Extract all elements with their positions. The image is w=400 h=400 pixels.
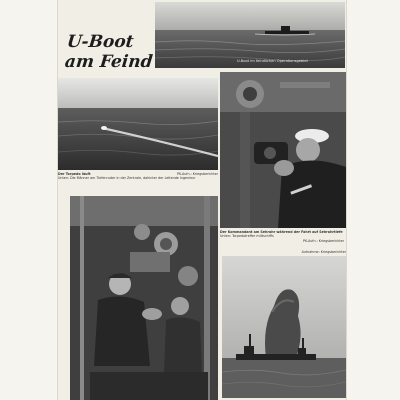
hit-credit: Aufnahme: Kriegsberichter: [301, 250, 346, 254]
photo-control-room: [70, 196, 218, 400]
commander-caption-lead: Der Kommandant am Sehrohr während der Fahrt auf Sehrohrtiefe: [220, 230, 343, 234]
title-line-1: U-Boot: [66, 32, 135, 52]
commander-credit: PK-Aufn.: Kriegsberichter: [303, 238, 344, 243]
photo-commander-periscope: [220, 72, 346, 228]
title-line-2: am Feind: [63, 52, 154, 72]
torpedo-caption: [58, 172, 218, 181]
commander-caption: [220, 230, 344, 243]
page-title: [64, 32, 160, 72]
torpedo-credit: PK-Aufn.: Kriegsberichter: [177, 172, 218, 176]
torpedo-caption-lead: Der Torpedo läuft: [58, 172, 91, 176]
magazine-page: [58, 0, 346, 400]
photo-torpedo-hit: [222, 256, 346, 398]
photo-uboat-at-sea: [155, 2, 345, 68]
photo-torpedo-wake: [58, 78, 218, 170]
commander-caption-text: Unten: Torpedotreffer mittschiffs: [220, 234, 274, 239]
top-photo-overlay: U-Boot im feindlichen Operationsgebiet: [237, 59, 308, 63]
torpedo-caption-text: Unten: Die Männer am Tiefenruder in der Zentrale, dahinter der Leitende Ingenieur: [58, 176, 196, 181]
